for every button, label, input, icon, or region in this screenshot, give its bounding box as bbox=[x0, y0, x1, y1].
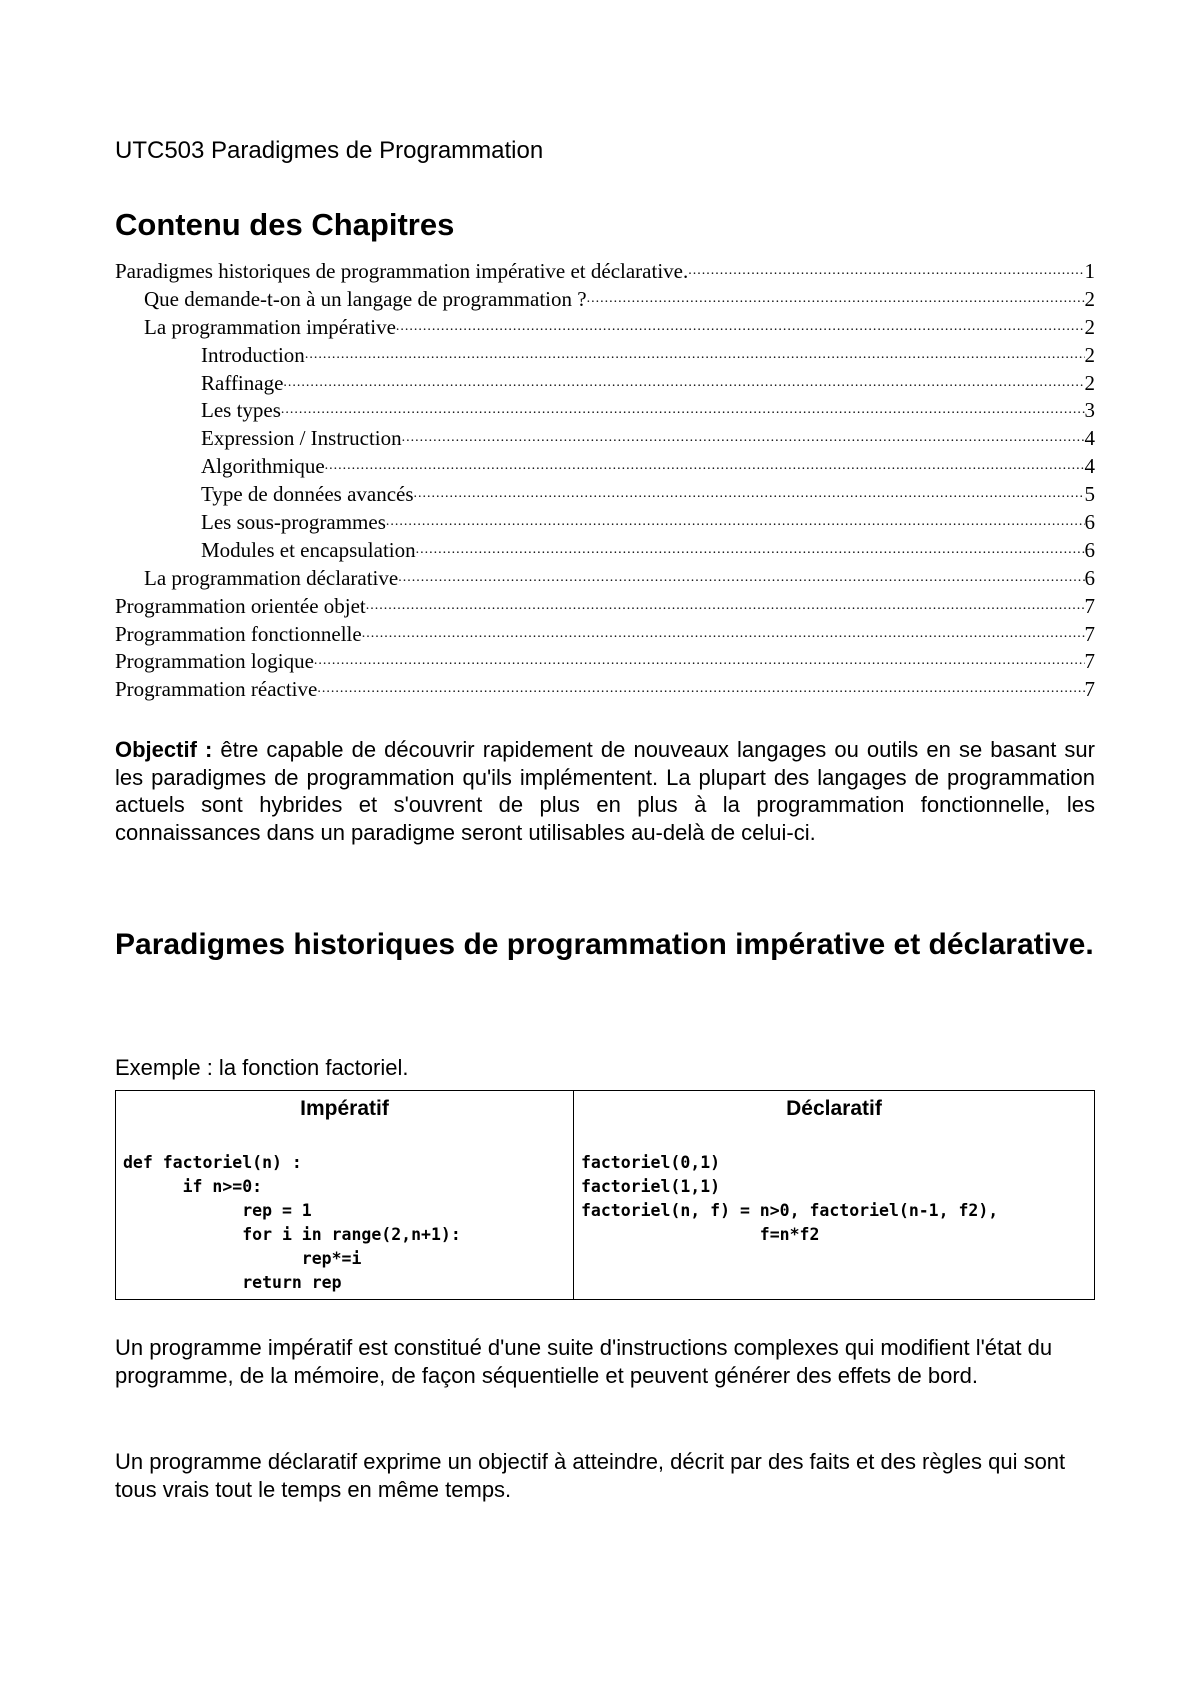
toc-dot-leader bbox=[386, 509, 1085, 537]
toc-entry[interactable] bbox=[115, 509, 1095, 537]
toc-entry-label: Raffinage bbox=[201, 370, 284, 395]
toc-entry[interactable] bbox=[115, 342, 1095, 370]
toc-dot-leader bbox=[402, 425, 1085, 453]
toc-entry-page: 6 bbox=[1084, 565, 1095, 590]
toc-dot-leader bbox=[396, 314, 1085, 342]
toc-entry-page: 7 bbox=[1084, 593, 1095, 618]
toc-dot-leader bbox=[688, 258, 1084, 286]
toc-entry[interactable] bbox=[115, 286, 1095, 314]
toc-entry[interactable] bbox=[115, 593, 1095, 621]
section-heading: Paradigmes historiques de programmation impérative et déclarative. bbox=[115, 928, 1094, 961]
toc-entry-label: Que demande-t-on à un langage de programmation ? bbox=[144, 286, 587, 311]
toc-dot-leader bbox=[398, 565, 1084, 593]
imperative-code: def factoriel(n) : if n>=0: rep = 1 for i in range(2,n+1): rep*=i return rep bbox=[123, 1153, 461, 1292]
comparison-table bbox=[115, 1090, 1095, 1300]
toc-entry-label: Les types bbox=[201, 398, 281, 423]
toc-entry[interactable] bbox=[115, 425, 1095, 453]
example-intro: Exemple : la fonction factoriel. bbox=[115, 1055, 409, 1080]
toc-entry-label: Type de données avancés bbox=[201, 482, 414, 507]
objective-paragraph bbox=[115, 736, 1095, 846]
toc-entry[interactable] bbox=[115, 314, 1095, 342]
toc-entry-page: 7 bbox=[1084, 677, 1095, 702]
declarative-code: factoriel(0,1) factoriel(1,1) factoriel(n, f) = n>0, factoriel(n-1, f2), f=n*f2 bbox=[581, 1153, 999, 1244]
toc-dot-leader bbox=[325, 453, 1085, 481]
toc-entry-page: 2 bbox=[1084, 286, 1095, 311]
toc-dot-leader bbox=[362, 621, 1085, 649]
toc-entry-label: Programmation orientée objet bbox=[115, 593, 366, 618]
toc-entry[interactable] bbox=[115, 258, 1095, 286]
objective-text: être capable de découvrir rapidement de nouveaux langages ou outils en se basant sur les paradigmes de programmation qu'ils implémentent. La plupart des langages de programmation actuels sont hybrides et s'ouvrent de plus en plus à la programmation fonctionnelle, les connaissances dans un paradigme seront utilisables au-delà de celui-ci. bbox=[115, 737, 1095, 845]
imperative-paragraph: Un programme impératif est constitué d'une suite d'instructions complexes qui modifient l'état du programme, de la mémoire, de façon séquentielle et peuvent générer des effets de bord. bbox=[115, 1335, 1053, 1388]
toc-entry-page: 4 bbox=[1084, 426, 1095, 451]
declarative-paragraph: Un programme déclaratif exprime un objectif à atteindre, décrit par des faits et des règles qui sont tous vrais tout le temps en même temps. bbox=[115, 1449, 1066, 1502]
declarative-cell bbox=[574, 1091, 1095, 1300]
toc-entry-label: Algorithmique bbox=[201, 454, 325, 479]
toc-entry[interactable] bbox=[115, 481, 1095, 509]
toc-entry[interactable] bbox=[115, 370, 1095, 398]
toc-entry[interactable] bbox=[115, 397, 1095, 425]
toc-dot-leader bbox=[305, 342, 1085, 370]
toc-dot-leader bbox=[587, 286, 1085, 314]
objective-label: Objectif : bbox=[115, 737, 213, 762]
toc-entry[interactable] bbox=[115, 648, 1095, 676]
toc-entry[interactable] bbox=[115, 621, 1095, 649]
declarative-header: Déclaratif bbox=[786, 1097, 882, 1120]
toc-heading: Contenu des Chapitres bbox=[115, 207, 455, 242]
toc-entry-label: Introduction bbox=[201, 342, 305, 367]
toc-entry-page: 3 bbox=[1084, 398, 1095, 423]
toc-entry-page: 4 bbox=[1084, 454, 1095, 479]
toc-entry-label: Modules et encapsulation bbox=[201, 537, 416, 562]
toc-entry-page: 2 bbox=[1084, 342, 1095, 367]
toc-dot-leader bbox=[283, 370, 1084, 398]
toc-entry-page: 6 bbox=[1084, 537, 1095, 562]
toc-entry-label: Programmation réactive bbox=[115, 677, 318, 702]
imperative-cell bbox=[116, 1091, 574, 1300]
table-of-contents bbox=[115, 258, 1095, 704]
toc-entry-page: 6 bbox=[1084, 510, 1095, 535]
toc-entry-label: La programmation déclarative bbox=[144, 565, 399, 590]
toc-entry-page: 7 bbox=[1084, 649, 1095, 674]
toc-entry-label: Programmation fonctionnelle bbox=[115, 621, 362, 646]
document-title: UTC503 Paradigmes de Programmation bbox=[115, 137, 544, 164]
toc-entry-page: 5 bbox=[1084, 482, 1095, 507]
toc-dot-leader bbox=[281, 397, 1085, 425]
toc-entry[interactable] bbox=[115, 676, 1095, 704]
toc-entry-label: La programmation impérative bbox=[144, 314, 396, 339]
toc-entry-page: 1 bbox=[1084, 259, 1095, 283]
toc-entry-page: 2 bbox=[1084, 370, 1095, 395]
toc-dot-leader bbox=[314, 648, 1085, 676]
toc-entry-label: Expression / Instruction bbox=[201, 426, 402, 451]
toc-entry-label: Les sous-programmes bbox=[201, 510, 386, 535]
toc-dot-leader bbox=[366, 593, 1085, 621]
toc-entry-page: 7 bbox=[1084, 621, 1095, 646]
toc-dot-leader bbox=[416, 537, 1085, 565]
toc-entry-label: Paradigmes historiques de programmation impérative et déclarative. bbox=[115, 259, 689, 283]
toc-entry[interactable] bbox=[115, 453, 1095, 481]
toc-entry[interactable] bbox=[115, 565, 1095, 593]
toc-dot-leader bbox=[414, 481, 1085, 509]
imperative-header: Impératif bbox=[300, 1097, 389, 1120]
toc-entry-label: Programmation logique bbox=[115, 649, 314, 674]
toc-dot-leader bbox=[317, 676, 1084, 704]
toc-entry[interactable] bbox=[115, 537, 1095, 565]
toc-entry-page: 2 bbox=[1084, 314, 1095, 339]
